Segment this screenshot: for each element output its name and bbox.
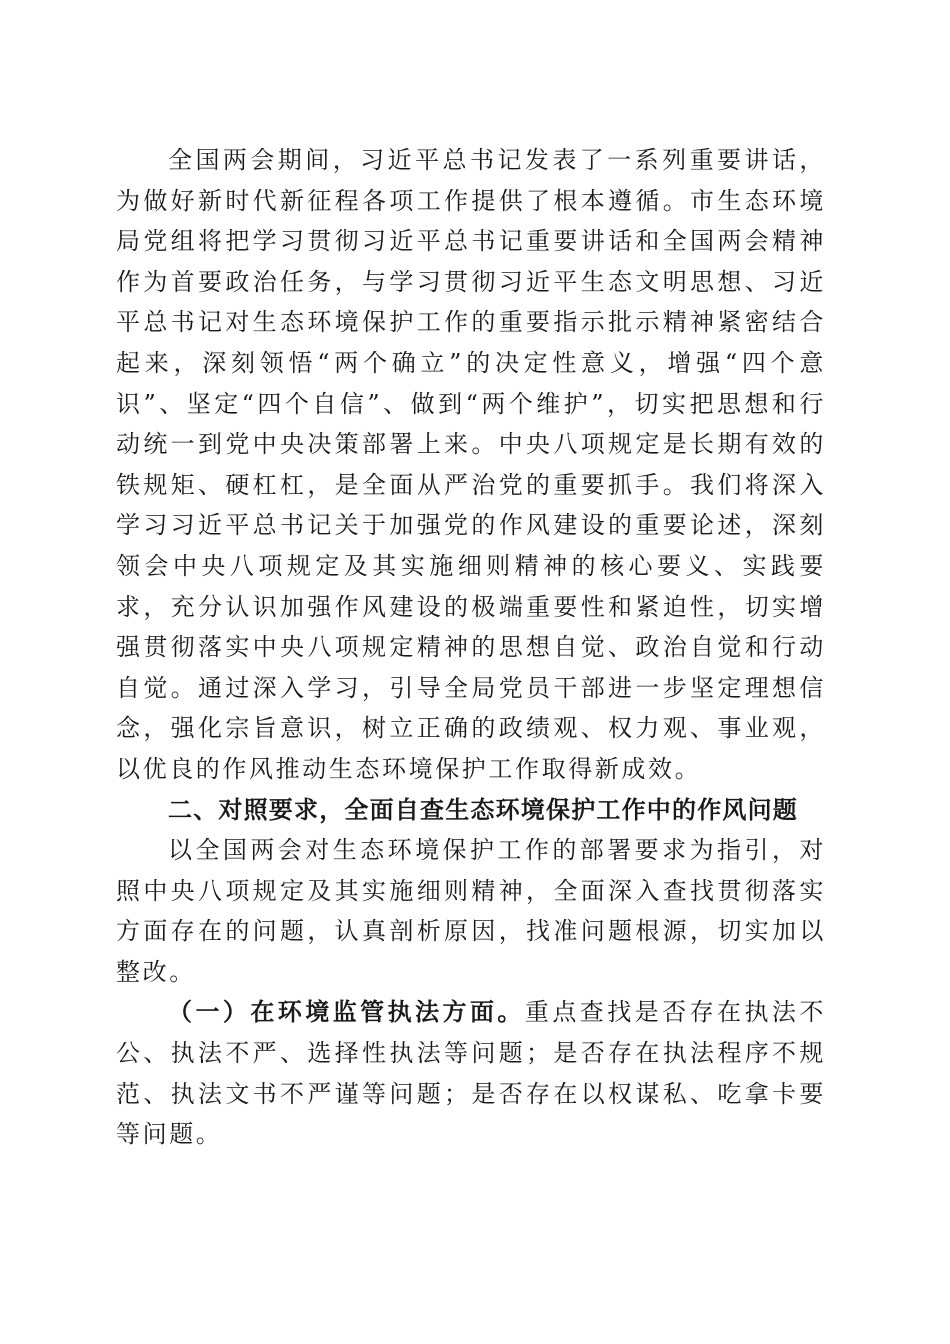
paragraph-self-check-intro: 以全国两会对生态环境保护工作的部署要求为指引，对照中央八项规定及其实施细则精神，全面深入查找贯彻落实方面存在的问题，认真剖析原因，找准问题根源，切实加以整改。 xyxy=(116,836,826,986)
item-enforcement-label: （一）在环境监管执法方面。 xyxy=(168,998,525,1027)
document-body xyxy=(116,140,826,1155)
item-enforcement-text: 重点查找是否存在执法不公、执法不严、选择性执法等问题；是否存在执法程序不规范、执法文书不严谨等问题；是否存在以权谋私、吃拿卡要等问题。 xyxy=(116,998,826,1149)
section-heading-self-check: 二、对照要求，全面自查生态环境保护工作中的作风问题 xyxy=(168,795,798,824)
paragraph-study-spirit: 全国两会期间，习近平总书记发表了一系列重要讲话，为做好新时代新征程各项工作提供了根本遵循。市生态环境局党组将把学习贯彻习近平总书记重要讲话和全国两会精神作为首要政治任务，与学习贯彻习近平生态文明思想、习近平总书记对生态环境保护工作的重要指示批示精神紧密结合起来，深刻领悟“两个确立”的决定性意义，增强“四个意识”、坚定“四个自信”、做到“两个维护”，切实把思想和行动统一到党中央决策部署上来。中央八项规定是长期有效的铁规矩、硬杠杠，是全面从严治党的重要抓手。我们将深入学习习近平总书记关于加强党的作风建设的重要论述，深刻领会中央八项规定及其实施细则精神的核心要义、实践要求，充分认识加强作风建设的极端重要性和紧迫性，切实增强贯彻落实中央八项规定精神的思想自觉、政治自觉和行动自觉。通过深入学习，引导全局党员干部进一步坚定理想信念，强化宗旨意识，树立正确的政绩观、权力观、事业观，以优良的作风推动生态环境保护工作取得新成效。 xyxy=(116,146,826,783)
item-enforcement xyxy=(116,992,826,1154)
